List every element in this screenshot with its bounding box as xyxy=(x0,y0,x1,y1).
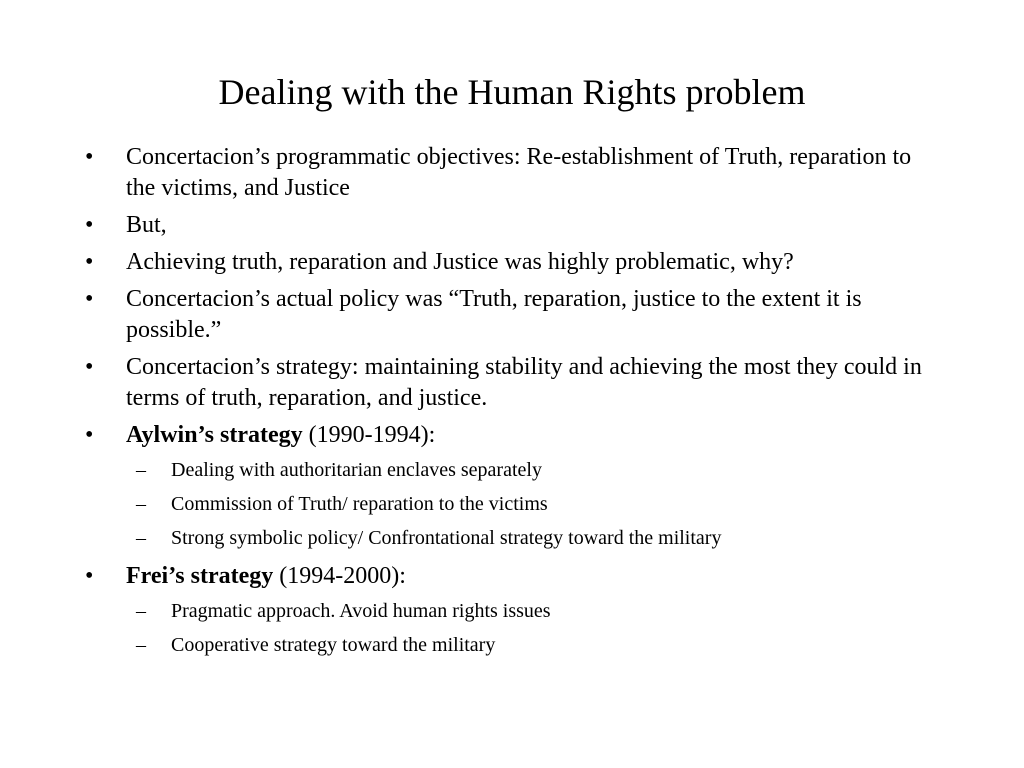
dash-marker: – xyxy=(136,634,146,656)
bullet-marker: • xyxy=(85,422,94,448)
slide-body xyxy=(85,142,945,668)
sub-item xyxy=(85,598,945,624)
bullet-item xyxy=(85,352,945,414)
bullet-text: (1990-1994): xyxy=(302,422,436,448)
bullet-item xyxy=(85,210,945,241)
bullet-marker: • xyxy=(85,563,94,589)
dash-marker: – xyxy=(136,459,146,481)
bullet-text: Concertacion’s programmatic objectives: Re-establishment of Truth, reparation to the victims, and Justice xyxy=(126,144,912,201)
sub-item xyxy=(85,457,945,483)
sub-item-text: Strong symbolic policy/ Confrontational strategy toward the military xyxy=(171,527,722,549)
dash-marker: – xyxy=(136,600,146,622)
bullet-item-frei xyxy=(85,561,945,592)
dash-marker: – xyxy=(136,527,146,549)
bullet-text: Concertacion’s actual policy was “Truth, reparation, justice to the extent it is possible.” xyxy=(126,286,862,343)
bullet-marker: • xyxy=(85,354,94,380)
bullet-item-aylwin xyxy=(85,420,945,451)
sub-list-aylwin xyxy=(85,457,945,551)
bullet-marker: • xyxy=(85,212,94,238)
bullet-marker: • xyxy=(85,286,94,312)
bullet-bold-text: Frei’s strategy xyxy=(126,563,274,589)
sub-item-text: Commission of Truth/ reparation to the victims xyxy=(171,493,548,515)
sub-item-text: Cooperative strategy toward the military xyxy=(171,634,496,656)
sub-item xyxy=(85,525,945,551)
sub-item-text: Dealing with authoritarian enclaves separately xyxy=(171,459,542,481)
bullet-marker: • xyxy=(85,249,94,275)
dash-marker: – xyxy=(136,493,146,515)
sub-item-text: Pragmatic approach. Avoid human rights issues xyxy=(171,600,551,622)
bullet-marker: • xyxy=(85,144,94,170)
bullet-text: Concertacion’s strategy: maintaining stability and achieving the most they could in terms of truth, reparation, and justice. xyxy=(126,354,922,411)
sub-item xyxy=(85,491,945,517)
sub-list-frei xyxy=(85,598,945,658)
bullet-text: But, xyxy=(126,212,167,238)
bullet-text: Achieving truth, reparation and Justice was highly problematic, why? xyxy=(126,249,794,275)
sub-item xyxy=(85,632,945,658)
slide-title: Dealing with the Human Rights problem xyxy=(218,72,806,112)
bullet-item xyxy=(85,284,945,346)
bullet-bold-text: Aylwin’s strategy xyxy=(126,422,303,448)
bullet-item xyxy=(85,247,945,278)
bullet-item xyxy=(85,142,945,204)
bullet-text: (1994-2000): xyxy=(273,563,406,589)
